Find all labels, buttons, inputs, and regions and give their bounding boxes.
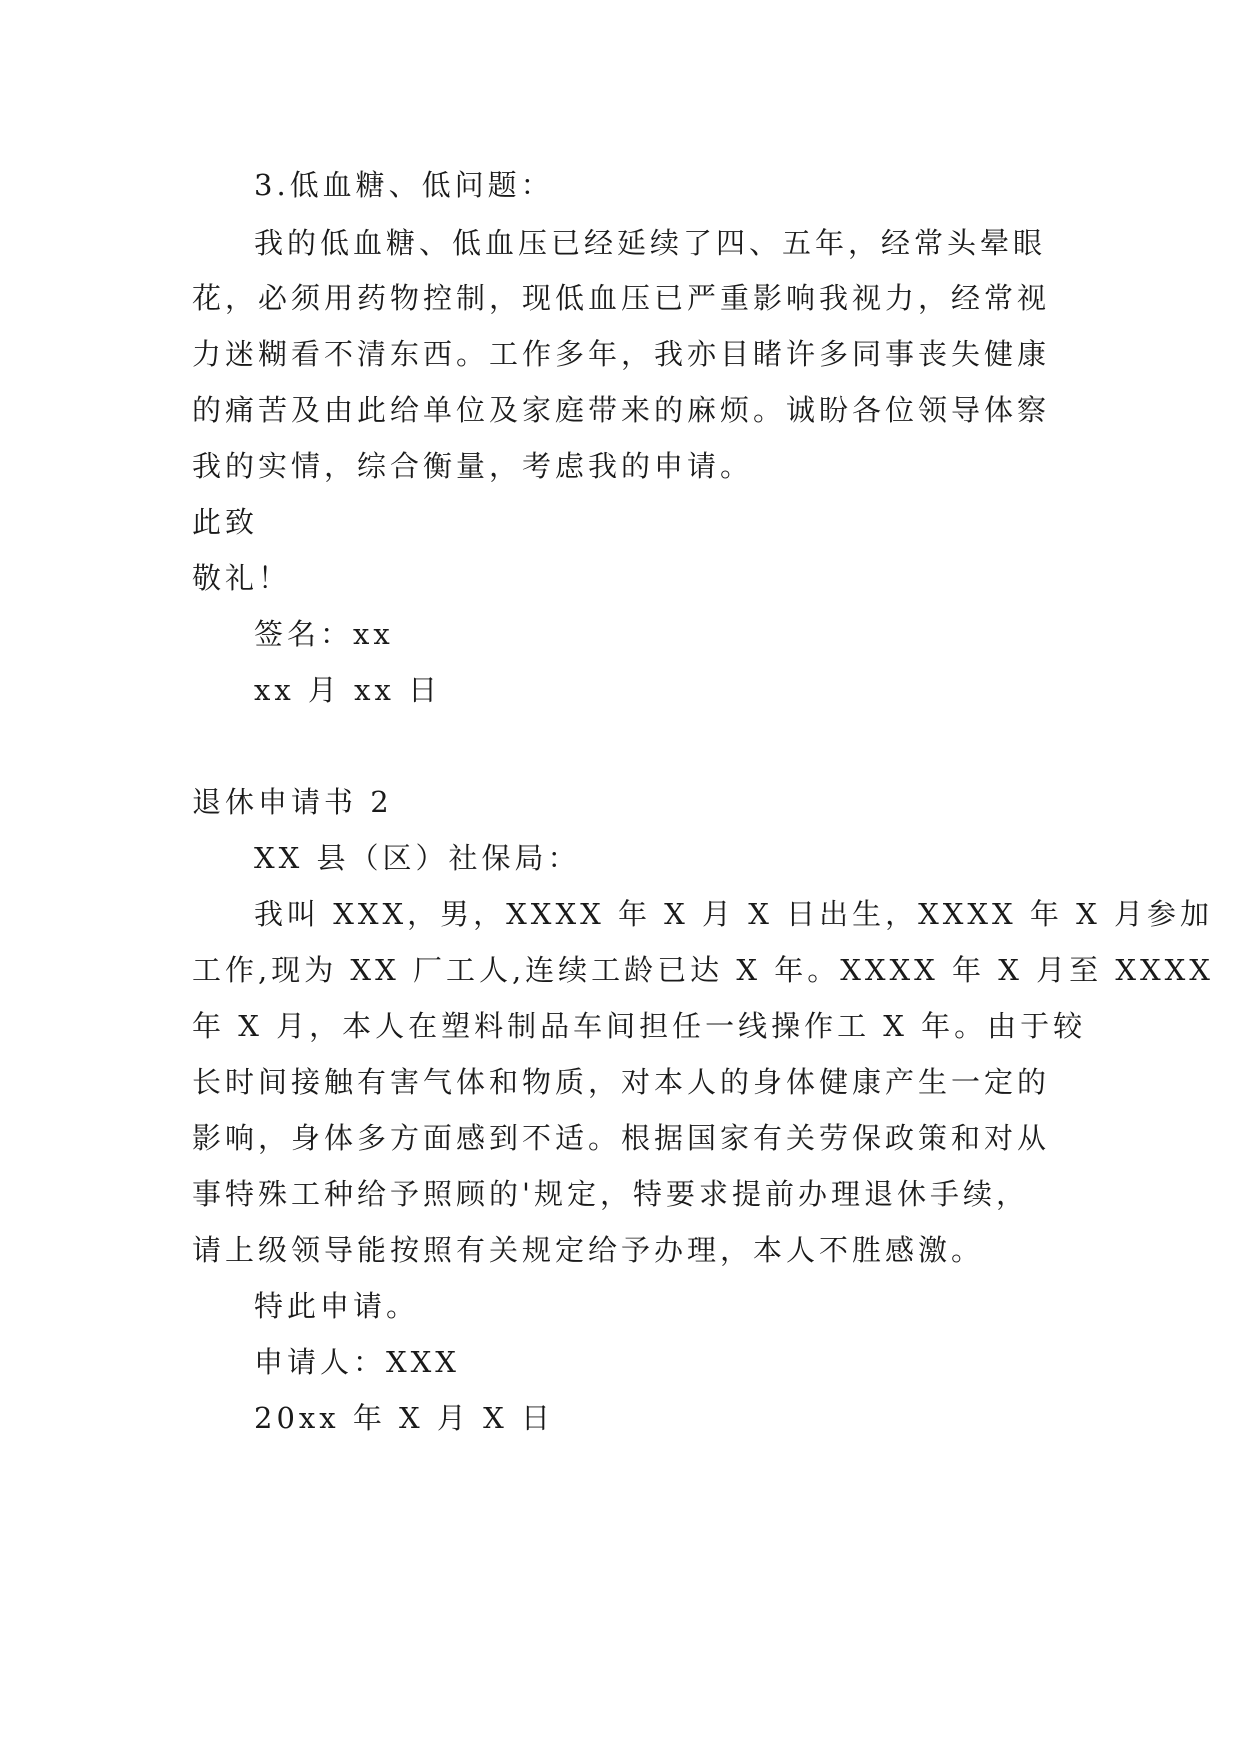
paragraph-line: 请上级领导能按照有关规定给予办理，本人不胜感激。: [192, 1233, 985, 1267]
signature-line: 签名：xx: [254, 617, 394, 651]
paragraph-line: 我的低血糖、低血压已经延续了四、五年，经常头晕眼: [254, 226, 1047, 260]
paragraph-line: 力迷糊看不清东西。工作多年，我亦目睹许多同事丧失健康: [192, 337, 1051, 371]
date-line: xx 月 xx 日: [254, 673, 442, 707]
paragraph-line: 事特殊工种给予照顾的'规定，特要求提前办理退休手续，: [192, 1177, 1029, 1211]
paragraph-line: 年 X 月，本人在塑料制品车间担任一线操作工 X 年。由于较: [192, 1009, 1087, 1043]
date-line: 20xx 年 X 月 X 日: [254, 1401, 554, 1435]
paragraph-line: 的痛苦及由此给单位及家庭带来的麻烦。诚盼各位领导体察: [192, 393, 1051, 427]
closing-line: 敬礼！: [192, 561, 292, 595]
paragraph-line: 我叫 XXX，男，XXXX 年 X 月 X 日出生，XXXX 年 X 月参加: [254, 897, 1214, 931]
paragraph-line: 我的实情，综合衡量，考虑我的申请。: [192, 449, 754, 483]
paragraph-line: 影响，身体多方面感到不适。根据国家有关劳保政策和对从: [192, 1121, 1051, 1155]
paragraph-line: 长时间接触有害气体和物质，对本人的身体健康产生一定的: [192, 1065, 1051, 1099]
closing-line: 特此申请。: [254, 1289, 420, 1323]
section-heading: 3.低血糖、低问题：: [254, 168, 554, 202]
closing-line: 此致: [192, 505, 259, 539]
addressee-line: XX 县（区）社保局：: [254, 841, 581, 875]
paragraph-line: 花，必须用药物控制，现低血压已严重影响我视力，经常视: [192, 281, 1051, 315]
paragraph-line: 工作,现为 XX 厂工人,连续工龄已达 X 年。XXXX 年 X 月至 XXXX: [192, 953, 1214, 987]
document-title: 退休申请书 2: [192, 785, 393, 819]
applicant-line: 申请人：XXX: [254, 1345, 460, 1379]
